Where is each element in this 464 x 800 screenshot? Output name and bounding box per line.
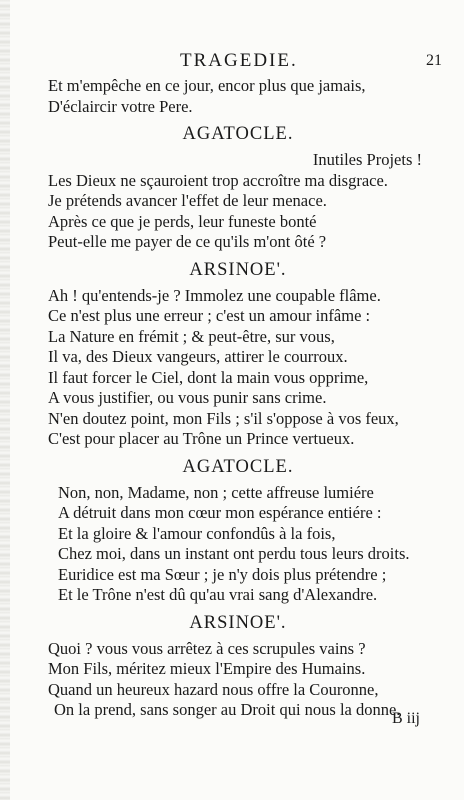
speaker-name: AGATOCLE. [182, 124, 294, 144]
page-number: 21 [426, 52, 442, 69]
verse-line: Et la gloire & l'amour confondûs à la fois, [58, 523, 336, 543]
verse-line: N'en doutez point, mon Fils ; s'il s'oppose à vos feux, [48, 408, 399, 428]
verse-line: A vous justifier, ou vous punir sans crime. [48, 388, 327, 407]
page-edge [0, 0, 10, 800]
verse-line: Inutiles Projets ! [312, 150, 422, 169]
verse-line: C'est pour placer au Trône un Prince vertueux. [48, 429, 355, 448]
speaker-name: AGATOCLE. [182, 456, 294, 477]
verse-line: Et m'empêche en ce jour, encor plus que jamais, [48, 76, 366, 95]
verse-text [48, 76, 428, 721]
verse-line: Non, non, Madame, non ; cette affreuse lumiére [58, 482, 374, 502]
speaker-name: ARSINOE'. [189, 259, 287, 280]
verse-line: Quoi ? vous vous arrêtez à ces scrupules vains ? [48, 638, 366, 658]
verse-line: La Nature en frémit ; & peut-être, sur vous, [48, 326, 335, 346]
running-head: TRAGEDIE. [180, 50, 298, 71]
verse-line: Mon Fils, méritez mieux l'Empire des Humains. [48, 659, 366, 678]
verse-line: Quand un heureux hazard nous offre la Couronne, [48, 679, 379, 699]
verse-line: D'éclaircir votre Pere. [48, 96, 193, 116]
page-header [0, 50, 464, 74]
verse-line: Euridice est ma Sœur ; je n'y dois plus prétendre ; [58, 564, 387, 584]
verse-line: Et le Trône n'est dû qu'au vrai sang d'Alexandre. [58, 585, 378, 604]
signature-mark: B iij [391, 710, 420, 727]
verse-line: Peut-elle me payer de ce qu'ils m'ont ôté ? [48, 232, 327, 251]
verse-line: Ce n'est plus une erreur ; c'est un amour infâme : [48, 306, 371, 325]
speaker-name: ARSINOE'. [189, 612, 287, 633]
verse-line: Ah ! qu'entends-je ? Immolez une coupable flâme. [48, 285, 381, 305]
verse-line: Après ce que je perds, leur funeste bonté [48, 211, 317, 231]
verse-line: Je prétends avancer l'effet de leur menace. [48, 191, 327, 210]
verse-line: Il faut forcer le Ciel, dont la main vous opprime, [48, 367, 369, 387]
verse-line: Chez moi, dans un instant ont perdu tous leurs droits. [58, 544, 410, 563]
verse-line: Il va, des Dieux vangeurs, attirer le courroux. [48, 347, 348, 366]
verse-line: A détruit dans mon cœur mon espérance entiére : [58, 503, 382, 522]
verse-line: On la prend, sans songer au Droit qui nous la donne. [54, 700, 401, 719]
verse-line: Les Dieux ne sçauroient trop accroître ma disgrace. [48, 170, 388, 190]
